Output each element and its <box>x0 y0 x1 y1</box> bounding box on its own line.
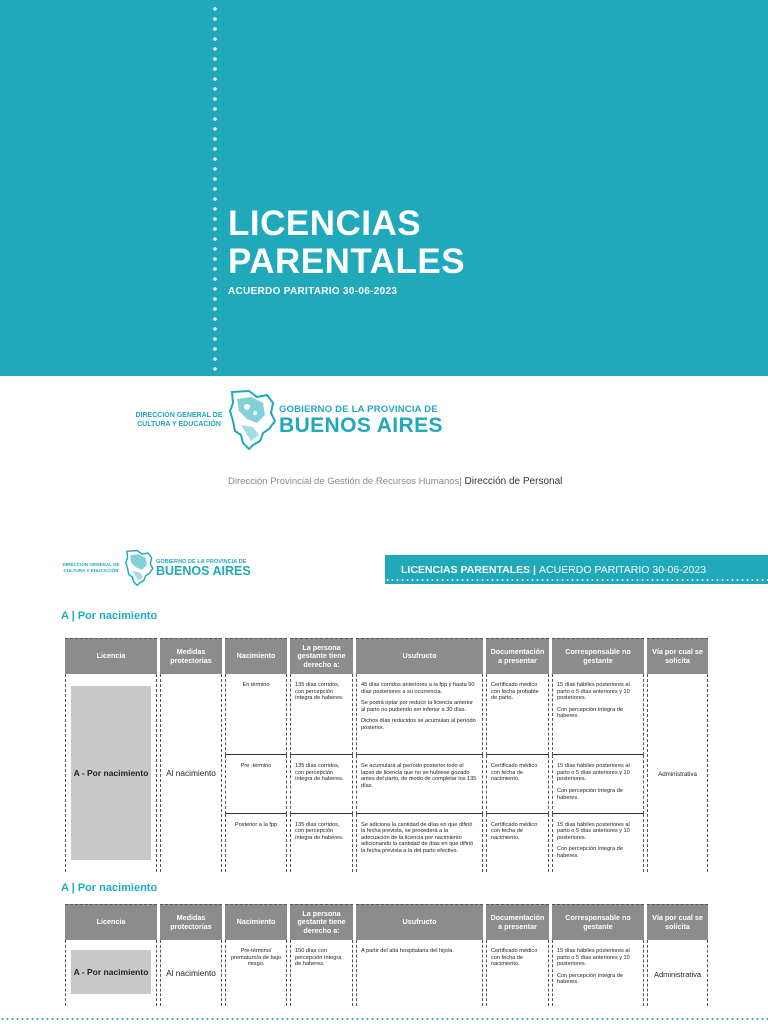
corresponsable-paragraph: 15 días hábiles posteriores al parto o 5 días anteriores y 10 posteriores. <box>557 682 630 702</box>
province-map-icon-small <box>124 549 154 587</box>
usufructo-cell <box>356 755 483 813</box>
corresponsable-cell <box>552 814 644 872</box>
government-logo <box>134 385 443 455</box>
usufructo-cell <box>356 674 483 755</box>
licencia-cell <box>65 674 157 872</box>
table-row <box>65 674 708 755</box>
usufructo-paragraph: Se podrá optar por reducir la licencia anterior al parto no pudiendo ser inferior a 30 días. <box>361 700 473 713</box>
header-medidas: Medidas protectorias <box>160 904 222 940</box>
via-cell: Administrativa <box>647 674 708 872</box>
corresponsable-paragraph: 15 días hábiles posteriores al parto o 5 días anteriores y 10 posteriores. <box>557 821 630 841</box>
banner-dotted-line <box>385 579 768 581</box>
table-header-row <box>65 638 708 674</box>
usufructo-paragraph: 45 días corridos anteriores a la fpp y hasta 90 días posteriores a su ocurrencia. <box>361 682 475 695</box>
header-nacimiento: Nacimiento <box>225 638 287 674</box>
header-documentacion: Documentación a presentar <box>486 904 549 940</box>
documentacion-cell: Certificado médico con fecha de nacimiento. <box>486 814 549 872</box>
medidas-cell: Al nacimiento <box>160 674 222 872</box>
header-via: Vía por cual se solicita <box>647 638 708 674</box>
header-corresponsable: Corresponsable no gestante <box>552 638 644 674</box>
header-documentacion: Documentación a presentar <box>486 638 549 674</box>
header-usufructo: Usufructo <box>356 904 483 940</box>
licencia-cell <box>65 940 157 1006</box>
medidas-cell: Al nacimiento <box>160 940 222 1006</box>
cover-banner <box>0 0 768 376</box>
banner-bold: LICENCIAS PARENTALES | <box>401 563 536 576</box>
header-nacimiento: Nacimiento <box>225 904 287 940</box>
licencias-table-prematuro <box>62 904 711 1006</box>
nacimiento-cell: En término <box>225 674 287 755</box>
corresponsable-paragraph: 15 días hábiles posteriores al parto o 5 días anteriores y 10 posteriores. <box>557 948 630 968</box>
buenos-aires-text-small: BUENOS AIRES <box>156 563 251 578</box>
licencias-table <box>62 638 711 872</box>
documentacion-cell: Certificado médico con fecha probable de parto. <box>486 674 549 755</box>
derecho-cell: 135 días corridos, con percepción íntegra de haberes. <box>290 814 353 872</box>
header-derecho: La persona gestante tiene derecho a: <box>290 638 353 674</box>
via-cell: Administrativa <box>647 940 708 1006</box>
gob-ba-wordmark-small <box>156 559 251 578</box>
table-row <box>65 940 708 1006</box>
government-logo-small <box>60 548 251 588</box>
dotted-divider <box>212 4 218 376</box>
provincial-direction: Dirección Provincial de Gestión de Recursos Humanos| <box>228 476 462 487</box>
corresponsable-paragraph: Con percepción íntegra de haberes. <box>557 846 623 859</box>
cover-title-line2: PARENTALES <box>228 242 466 281</box>
corresponsable-paragraph: Con percepción íntegra de haberes. <box>557 972 623 986</box>
corresponsable-cell <box>552 674 644 755</box>
licencia-label: A - Por nacimiento <box>71 686 151 860</box>
section-heading: A | Por nacimiento <box>61 882 158 894</box>
derecho-cell: 135 días corridos, con percepción íntegra de haberes. <box>290 755 353 813</box>
banner-rest: ACUERDO PARITARIO 30-06-2023 <box>538 563 707 576</box>
header-medidas: Medidas protectorias <box>160 638 222 674</box>
corresponsable-cell <box>552 755 644 813</box>
gob-text-small: GOBIERNO DE LA PROVINCIA DE <box>156 558 247 565</box>
corresponsable-paragraph: Con percepción íntegra de haberes. <box>557 788 623 801</box>
table-header-row <box>65 904 708 940</box>
nacimiento-cell: Posterior a la fpp <box>225 814 287 872</box>
dgce-line1-small: DIRECCIÓN GENERAL DE <box>62 562 120 567</box>
bottom-dotted-line <box>0 1018 768 1020</box>
dgce-line2: CULTURA Y EDUCACIÓN <box>137 421 221 428</box>
usufructo-cell <box>356 814 483 872</box>
header-corresponsable: Corresponsable no gestante <box>552 904 644 940</box>
dgce-logo-text <box>134 411 224 429</box>
licencia-label: A - Por nacimiento <box>71 950 151 994</box>
usufructo-cell: A partir del alta hospitalaria del hijo/a. <box>356 940 483 1006</box>
usufructo-paragraph: Dichos días reducidos se acumulan al período posterior. <box>361 718 476 731</box>
nacimiento-cell: Pre -término <box>225 755 287 813</box>
buenos-aires-text: BUENOS AIRES <box>279 413 443 437</box>
usufructo-paragraph: Se acumulará al período posterior todo el lapso de licencia que no se hubiese gozado antes del parto, de modo de completar los 135 días. <box>361 763 477 790</box>
corresponsable-paragraph: 15 días hábiles posteriores al parto o 5 días anteriores y 10 posteriores. <box>557 763 630 783</box>
dgce-line1: DIRECCIÓN GENERAL DE <box>135 412 223 419</box>
header-licencia: Licencia <box>65 904 157 940</box>
header-usufructo: Usufructo <box>356 638 483 674</box>
header-licencia: Licencia <box>65 638 157 674</box>
derecho-cell: 135 días corridos, con percepción íntegra de haberes. <box>290 674 353 755</box>
dgce-logo-text-small <box>60 562 122 574</box>
dgce-line2-small: CULTURA Y EDUCACIÓN <box>63 568 119 573</box>
header-derecho: La persona gestante tiene derecho a: <box>290 904 353 940</box>
direction-line <box>228 476 562 487</box>
corresponsable-cell <box>552 940 644 1006</box>
corresponsable-paragraph: Con percepción íntegra de haberes. <box>557 706 623 720</box>
personal-direction: Dirección de Personal <box>461 476 563 487</box>
section-heading: A | Por nacimiento <box>61 610 158 622</box>
header-via: Vía por cual se solicita <box>647 904 708 940</box>
derecho-cell: 150 días con percepción íntegra de haberes. <box>290 940 353 1006</box>
documentacion-cell: Certificado médico con fecha de nacimiento. <box>486 940 549 1006</box>
gob-text: GOBIERNO DE LA PROVINCIA DE <box>279 403 438 415</box>
cover-title-line1: LICENCIAS <box>228 204 422 243</box>
cover-subtitle: ACUERDO PARITARIO 30-06-2023 <box>228 286 398 297</box>
gob-ba-wordmark <box>279 404 443 437</box>
nacimiento-cell: Pre-término/ prematuro/a de bajo riesgo. <box>225 940 287 1006</box>
header-banner <box>385 555 768 584</box>
usufructo-paragraph: Se adiciona la cantidad de días en que difirió la fecha prevista, se procederá a la adecuación de la licencia por nacimiento adicionando la cantidad de días en que difirió la fecha prevista a la del parto efectivo. <box>361 821 474 854</box>
documentacion-cell: Certificado médico con fecha de nacimiento. <box>486 755 549 813</box>
cover-title <box>228 205 465 281</box>
province-map-icon <box>227 389 277 451</box>
